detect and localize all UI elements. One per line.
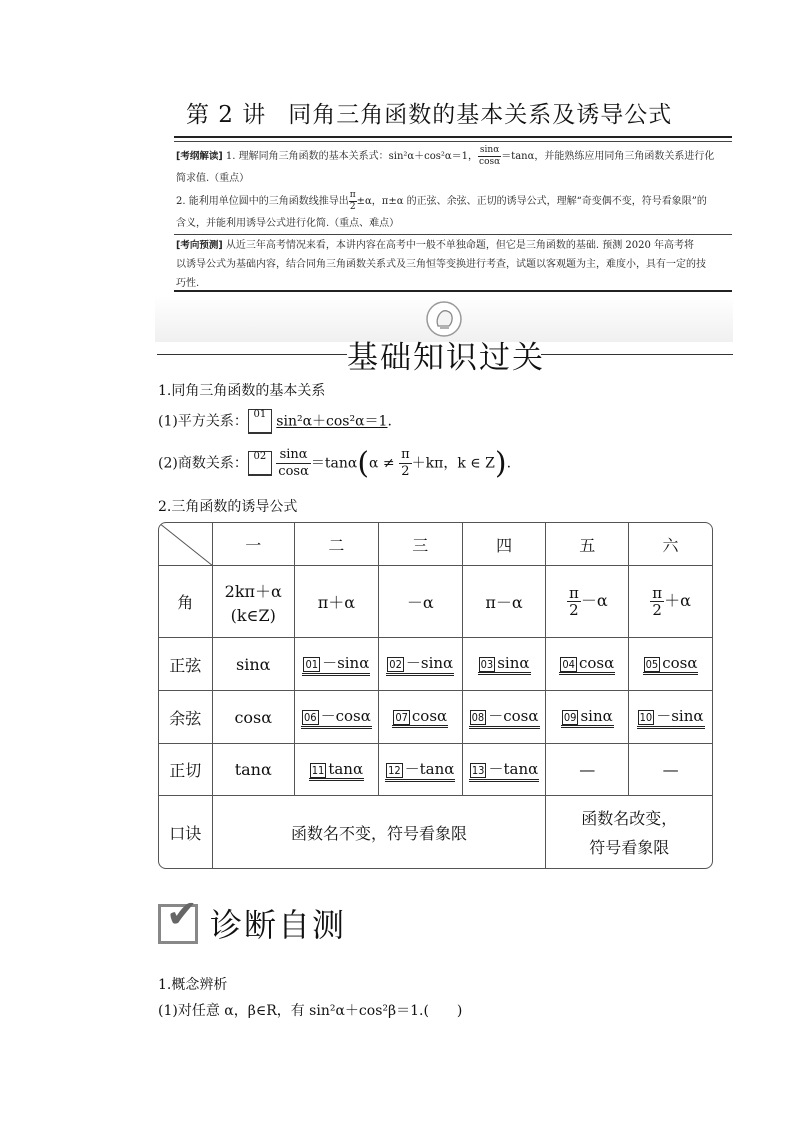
angle-value: 2kπ＋α	[224, 581, 282, 601]
blank-number: 07	[395, 711, 408, 724]
row-label: 正弦	[159, 638, 213, 691]
blank-number-box	[248, 409, 272, 434]
checkmark-icon: ✔	[166, 892, 198, 936]
row-label: 口诀	[159, 796, 213, 868]
column-header: 二	[295, 523, 379, 566]
concept-heading: 1.概念辨析	[158, 977, 228, 993]
lesson-number: 第 2 讲	[186, 102, 267, 128]
rhyme-cell-unchanged: 函数名不变，符号看象限	[213, 796, 547, 868]
banner-right-line	[541, 354, 733, 355]
outline-item1-prefix: 1. 理解同角三角函数的基本关系式：	[225, 151, 389, 162]
corner-cell	[159, 523, 213, 566]
answer-text: －cosα	[488, 707, 539, 725]
frac-numerator: π	[349, 190, 356, 200]
answer-text: sinα	[497, 654, 530, 672]
angle-tail: －α	[580, 591, 608, 610]
blank-number: 02	[253, 451, 267, 462]
forecast-tag: [考向预测]	[176, 240, 223, 251]
quotient-relation	[158, 446, 511, 481]
answer-text: －sinα	[656, 707, 704, 725]
blank-number: 09	[563, 711, 577, 724]
induction-formula-table	[158, 522, 713, 869]
title-rule-thin	[174, 141, 732, 142]
outline-item1-fraction	[478, 145, 501, 168]
forecast-line-2: 以诱导公式为基础内容，结合同角三角函数关系式及三角恒等变换进行考查，试题以客观题为主，难度小，具有一定的技	[176, 259, 706, 270]
table-cell: sinα	[213, 638, 296, 691]
frac-denominator: 2	[401, 464, 410, 479]
table-cell: —	[629, 744, 712, 796]
answer-value	[637, 705, 705, 729]
table-cell	[463, 744, 547, 796]
forecast-line-1: 从近三年高考情况来看，本讲内容在高考中一般不单独命题，但它是三角函数的基础. 预测 2020 年高考将	[225, 240, 695, 251]
blank-number: 05	[645, 658, 659, 671]
outline-item1-line2: 简求值.（重点）	[176, 173, 250, 184]
lesson-topic: 同角三角函数的基本关系及诱导公式	[288, 102, 673, 128]
diagnosis-title: 诊断自测	[210, 906, 347, 944]
square-end: .	[387, 413, 392, 430]
table-row-angle	[159, 566, 712, 638]
table-cell	[629, 691, 712, 744]
answer-text: sinα	[580, 707, 613, 725]
square-relation	[158, 409, 392, 434]
answer-value	[559, 654, 615, 675]
frac-denominator: 2	[349, 202, 356, 212]
column-header: 六	[629, 523, 712, 566]
outline-block	[176, 145, 732, 235]
blank-number: 01	[253, 409, 267, 420]
table-cell	[629, 638, 712, 691]
frac-numerator: π	[401, 447, 410, 462]
answer-value	[301, 705, 372, 729]
paren-close: )	[494, 446, 507, 481]
answer-text: －tanα	[404, 759, 455, 778]
blank-number: 02	[389, 658, 402, 671]
blank-number: 11	[311, 763, 325, 777]
frac-denominator: 2	[569, 601, 579, 619]
outline-tag: [考纲解读]	[176, 151, 223, 162]
outline-item2-prefix: 2. 能利用单位圆中的三角函数线推导出	[176, 196, 349, 207]
forecast-rule	[174, 290, 732, 292]
rhyme-cell-changed	[546, 796, 712, 868]
angle-cell: π＋α	[295, 566, 379, 638]
table-cell	[379, 744, 463, 796]
outline-line-3	[176, 190, 732, 213]
blank-number: 06	[303, 711, 317, 724]
blank-number: 12	[388, 763, 401, 777]
frac-denominator: cosα	[479, 157, 501, 167]
table-row-sin	[159, 638, 712, 691]
diagonal-line	[159, 523, 213, 566]
square-formula: sin²α＋cos²α＝1	[276, 413, 388, 430]
table-cell	[379, 691, 463, 744]
table-cell: cosα	[213, 691, 296, 744]
outline-item1-suffix: ＝tanα，并能熟练应用同角三角函数关系进行化	[501, 151, 715, 162]
table-header-row	[159, 523, 712, 566]
outline-item2-fraction	[349, 190, 357, 213]
frac-denominator: 2	[652, 601, 662, 619]
column-header: 一	[213, 523, 296, 566]
answer-value	[392, 707, 448, 728]
column-header: 五	[546, 523, 629, 566]
table-cell	[546, 638, 629, 691]
angle-fraction	[650, 585, 664, 618]
column-header: 四	[463, 523, 547, 566]
answer-text: －sinα	[405, 654, 454, 672]
blank-number: 13	[471, 763, 485, 777]
table-cell: —	[546, 744, 629, 796]
table-cell	[295, 744, 379, 796]
banner-left-line	[157, 354, 347, 355]
angle-cell: π－α	[463, 566, 547, 638]
angle-cell	[629, 566, 712, 638]
section2-heading: 2.三角函数的诱导公式	[158, 499, 298, 515]
frac-denominator: cosα	[278, 464, 309, 479]
answer-text: －tanα	[488, 759, 539, 778]
blank-number: 08	[471, 711, 485, 724]
answer-value	[469, 758, 539, 782]
outline-divider	[174, 234, 732, 235]
row-label: 余弦	[159, 691, 213, 744]
rhyme-line-2: 符号看象限	[589, 838, 670, 857]
row-label: 正切	[159, 744, 213, 796]
forecast-block	[176, 236, 732, 293]
table-cell	[546, 691, 629, 744]
quotient-fraction	[276, 447, 311, 480]
angle-condition: (k∈Z)	[230, 605, 276, 625]
quotient-label: (2)商数关系：	[158, 455, 248, 472]
answer-value	[302, 652, 370, 676]
quotient-rhs: ＝tanα	[310, 455, 358, 472]
frac-numerator: sinα	[276, 447, 311, 464]
angle-cell: －α	[379, 566, 463, 638]
section-banner	[155, 296, 733, 376]
frac-numerator: π	[568, 584, 579, 602]
row-label: 角	[159, 566, 213, 638]
paren-open: (	[357, 446, 370, 481]
blank-number: 04	[562, 658, 575, 671]
answer-value	[469, 705, 540, 729]
page-title	[186, 96, 672, 129]
answer-text: cosα	[411, 707, 448, 725]
outline-line-1	[176, 145, 732, 168]
table-row-rhyme	[159, 796, 712, 868]
frac-numerator: π	[652, 584, 663, 602]
angle-fraction	[567, 585, 581, 618]
quotient-cond-fraction	[399, 447, 412, 480]
blank-number: 03	[480, 658, 494, 671]
table-cell: tanα	[213, 744, 296, 796]
answer-value	[561, 707, 614, 728]
table-cell	[295, 691, 379, 744]
table-cell	[295, 638, 379, 691]
angle-cell	[213, 566, 296, 638]
table-cell	[379, 638, 463, 691]
rhyme-line-1: 函数名改变，	[581, 809, 678, 828]
angle-tail: ＋α	[664, 591, 691, 610]
table-row-tan	[159, 744, 712, 796]
answer-text: cosα	[578, 654, 615, 672]
quotient-end: .	[506, 455, 512, 472]
quotient-cond-a: α ≠	[369, 455, 400, 472]
answer-value	[643, 654, 699, 675]
outline-item2-line2: 含义，并能利用诱导公式进行化简.（重点、难点）	[176, 218, 400, 229]
outline-item1-formula: sin²α＋cos²α＝1，	[388, 151, 479, 162]
section1-heading: 1.同角三角函数的基本关系	[158, 383, 326, 399]
answer-value	[386, 652, 454, 676]
frac-numerator: sinα	[479, 145, 500, 155]
answer-text: －cosα	[320, 707, 371, 725]
outline-item2-suffix: ±α，π±α 的正弦、余弦、正切的诱导公式，理解“奇变偶不变，符号看象限”的	[356, 196, 707, 207]
blank-number: 01	[305, 658, 319, 671]
blank-number: 10	[639, 711, 653, 724]
blank-number-box	[248, 451, 272, 476]
square-label: (1)平方关系：	[158, 413, 248, 430]
table-cell	[463, 638, 547, 691]
table-row-cos	[159, 691, 712, 744]
banner-title: 基础知识过关	[347, 340, 545, 376]
question-1: (1)对任意 α，β∈R，有 sin²α＋cos²β＝1.( )	[158, 1003, 463, 1019]
answer-value	[385, 758, 455, 782]
title-rule	[174, 136, 732, 138]
quotient-cond-b: ＋kπ，k ∈ Z	[411, 455, 495, 472]
diagnosis-header	[158, 892, 348, 948]
answer-value	[309, 760, 364, 781]
forecast-line-3: 巧性.	[176, 278, 200, 289]
answer-text: tanα	[328, 759, 364, 778]
answer-value	[478, 654, 531, 675]
angle-cell	[546, 566, 629, 638]
answer-text: cosα	[662, 654, 698, 672]
column-header: 三	[379, 523, 463, 566]
answer-text: －sinα	[322, 654, 370, 672]
table-cell	[463, 691, 547, 744]
